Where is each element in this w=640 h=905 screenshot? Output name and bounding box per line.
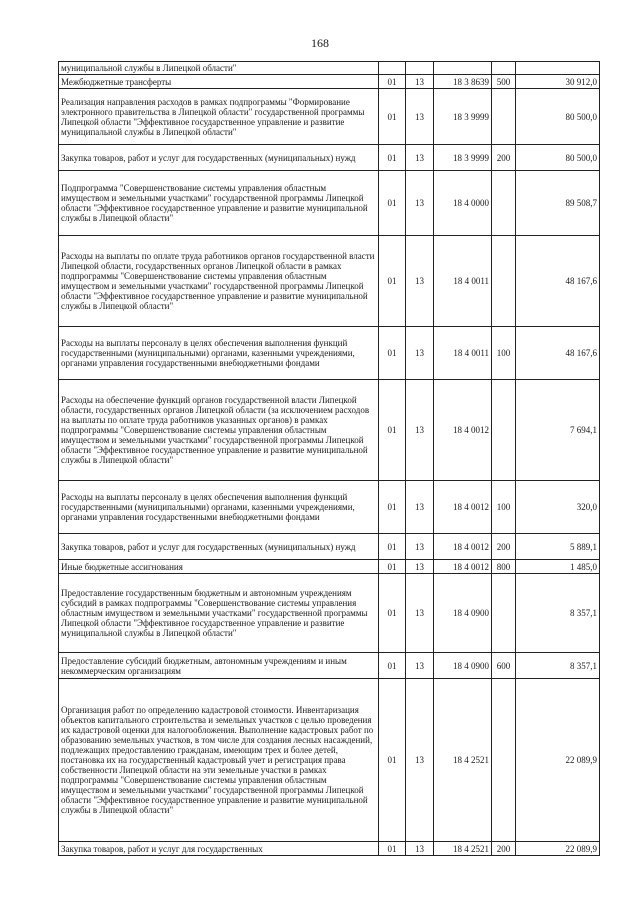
cell-expense-type-code <box>492 679 516 842</box>
cell-expense-name: Реализация направления расходов в рамках подпрограммы "Формирование электронного правительства в Липецкой области" государственной программы Липецкой области "Эффективное государственное управление и развитие муниципальной службы в Липецкой области" <box>59 89 379 145</box>
cell-expense-type-code <box>492 171 516 236</box>
cell-section-code: 13 <box>406 534 434 560</box>
cell-amount: 8 357,1 <box>516 574 600 653</box>
table-row <box>59 679 600 842</box>
table-row <box>59 89 600 145</box>
cell-expense-type-code: 200 <box>492 842 516 856</box>
cell-section-code: 13 <box>406 145 434 171</box>
cell-article-code: 18 4 0011 <box>434 236 492 327</box>
cell-ministry-code: 01 <box>379 75 406 89</box>
cell-section-code: 13 <box>406 327 434 380</box>
table-row <box>59 842 600 856</box>
cell-expense-name: Закупка товаров, работ и услуг для государственных <box>59 842 379 856</box>
page-number: 168 <box>311 36 329 50</box>
cell-expense-type-code <box>492 380 516 481</box>
cell-expense-name: Расходы на обеспечение функций органов государственной власти Липецкой области, государственных органов Липецкой области (за исключением расходов на выплаты по оплате труда работников указанных органов) в рамках подпрограммы "Совершенствование системы управления областным имуществом и земельными участками" государственной программы Липецкой области "Эффективное государственное управление и развитие муниципальной службы в Липецкой области" <box>59 380 379 481</box>
cell-ministry-code: 01 <box>379 89 406 145</box>
cell-amount: 89 508,7 <box>516 171 600 236</box>
cell-expense-type-code <box>492 236 516 327</box>
cell-ministry-code: 01 <box>379 679 406 842</box>
cell-article-code: 18 4 0011 <box>434 327 492 380</box>
cell-section-code: 13 <box>406 560 434 574</box>
budget-table <box>58 61 600 856</box>
cell-amount: 48 167,6 <box>516 236 600 327</box>
table-row <box>59 171 600 236</box>
cell-expense-type-code: 200 <box>492 145 516 171</box>
cell-article-code: 18 4 2521 <box>434 679 492 842</box>
cell-amount: 22 089,9 <box>516 842 600 856</box>
cell-article-code: 18 4 0012 <box>434 534 492 560</box>
cell-section-code: 13 <box>406 75 434 89</box>
table-row <box>59 481 600 534</box>
cell-expense-name: муниципальной службы в Липецкой области" <box>59 62 379 75</box>
cell-ministry-code: 01 <box>379 574 406 653</box>
cell-expense-name: Предоставление субсидий бюджетным, автономным учреждениям и иным некоммерческим организациям <box>59 653 379 679</box>
cell-ministry-code: 01 <box>379 481 406 534</box>
cell-article-code: 18 4 0000 <box>434 171 492 236</box>
cell-amount: 80 500,0 <box>516 145 600 171</box>
cell-section-code: 13 <box>406 842 434 856</box>
cell-section-code: 13 <box>406 89 434 145</box>
cell-section-code: 13 <box>406 653 434 679</box>
cell-article-code <box>434 62 492 75</box>
cell-amount: 5 889,1 <box>516 534 600 560</box>
cell-section-code: 13 <box>406 679 434 842</box>
cell-ministry-code: 01 <box>379 327 406 380</box>
cell-article-code: 18 4 0012 <box>434 560 492 574</box>
table-row <box>59 560 600 574</box>
cell-amount: 7 694,1 <box>516 380 600 481</box>
cell-expense-type-code <box>492 574 516 653</box>
cell-article-code: 18 3 8639 <box>434 75 492 89</box>
cell-expense-type-code: 100 <box>492 481 516 534</box>
table-row <box>59 145 600 171</box>
cell-expense-name: Расходы на выплаты персоналу в целях обеспечения выполнения функций государственными (муниципальными) органами, казенными учреждениями, органами управления государственными внебюджетными фондами <box>59 481 379 534</box>
cell-section-code: 13 <box>406 574 434 653</box>
table-row <box>59 574 600 653</box>
cell-expense-type-code <box>492 89 516 145</box>
cell-expense-name: Межбюджетные трансферты <box>59 75 379 89</box>
cell-ministry-code: 01 <box>379 236 406 327</box>
cell-article-code: 18 3 9999 <box>434 145 492 171</box>
cell-section-code: 13 <box>406 236 434 327</box>
cell-amount: 48 167,6 <box>516 327 600 380</box>
cell-expense-type-code <box>492 62 516 75</box>
cell-ministry-code: 01 <box>379 171 406 236</box>
cell-ministry-code: 01 <box>379 380 406 481</box>
cell-amount: 8 357,1 <box>516 653 600 679</box>
cell-ministry-code: 01 <box>379 842 406 856</box>
cell-amount: 320,0 <box>516 481 600 534</box>
cell-amount: 22 089,9 <box>516 679 600 842</box>
cell-section-code: 13 <box>406 481 434 534</box>
cell-expense-name: Закупка товаров, работ и услуг для государственных (муниципальных) нужд <box>59 145 379 171</box>
cell-section-code: 13 <box>406 380 434 481</box>
cell-ministry-code: 01 <box>379 534 406 560</box>
cell-article-code: 18 4 2521 <box>434 842 492 856</box>
cell-expense-name: Предоставление государственным бюджетным и автономным учреждениям субсидий в рамках подпрограммы "Совершенствование системы управления областным имуществом и земельными участками" государственной программы Липецкой области "Эффективное государственное управление и развитие муниципальной службы в Липецкой области" <box>59 574 379 653</box>
budget-table-body <box>59 62 600 856</box>
cell-ministry-code: 01 <box>379 145 406 171</box>
cell-expense-type-code: 100 <box>492 327 516 380</box>
cell-expense-name: Закупка товаров, работ и услуг для государственных (муниципальных) нужд <box>59 534 379 560</box>
table-row <box>59 327 600 380</box>
cell-amount <box>516 62 600 75</box>
cell-expense-type-code: 600 <box>492 653 516 679</box>
cell-ministry-code <box>379 62 406 75</box>
table-row <box>59 653 600 679</box>
cell-section-code <box>406 62 434 75</box>
table-row <box>59 534 600 560</box>
cell-expense-type-code: 200 <box>492 534 516 560</box>
cell-amount: 80 500,0 <box>516 89 600 145</box>
table-row <box>59 380 600 481</box>
cell-section-code: 13 <box>406 171 434 236</box>
cell-expense-name: Расходы на выплаты по оплате труда работников органов государственной власти Липецкой области, государственных органов Липецкой области в рамках подпрограммы "Совершенствование системы управления областным имуществом и земельными участками" государственной программы Липецкой области "Эффективное государственное управление и развитие муниципальной службы в Липецкой области" <box>59 236 379 327</box>
cell-expense-type-code: 800 <box>492 560 516 574</box>
cell-article-code: 18 4 0012 <box>434 481 492 534</box>
cell-expense-name: Расходы на выплаты персоналу в целях обеспечения выполнения функций государственными (муниципальными) органами, казенными учреждениями, органами управления государственными внебюджетными фондами <box>59 327 379 380</box>
cell-expense-type-code: 500 <box>492 75 516 89</box>
cell-article-code: 18 3 9999 <box>434 89 492 145</box>
cell-article-code: 18 4 0900 <box>434 653 492 679</box>
cell-amount: 1 485,0 <box>516 560 600 574</box>
table-row <box>59 75 600 89</box>
table-row <box>59 236 600 327</box>
cell-article-code: 18 4 0012 <box>434 380 492 481</box>
cell-ministry-code: 01 <box>379 560 406 574</box>
cell-article-code: 18 4 0900 <box>434 574 492 653</box>
cell-expense-name: Иные бюджетные ассигнования <box>59 560 379 574</box>
table-row <box>59 62 600 75</box>
cell-amount: 30 912,0 <box>516 75 600 89</box>
cell-ministry-code: 01 <box>379 653 406 679</box>
cell-expense-name: Организация работ по определению кадастровой стоимости. Инвентаризация объектов капитального строительства и земельных участков с целью проведения их кадастровой оценки для налогообложения. Выполнение кадастровых работ по образованию земельных участков, в том числе для создания лесных насаждений, подлежащих предоставлению гражданам, имеющим трех и более детей, постановка их на государственный кадастровый учет и регистрация права собственности Липецкой области на эти земельные участки в рамках подпрограммы "Совершенствование системы управления областным имуществом и земельными участками" государственной программы Липецкой области "Эффективное государственное управление и развитие муниципальной службы в Липецкой области" <box>59 679 379 842</box>
cell-expense-name: Подпрограмма "Совершенствование системы управления областным имуществом и земельными участками" государственной программы Липецкой области "Эффективное государственное управление и развитие муниципальной службы в Липецкой области" <box>59 171 379 236</box>
